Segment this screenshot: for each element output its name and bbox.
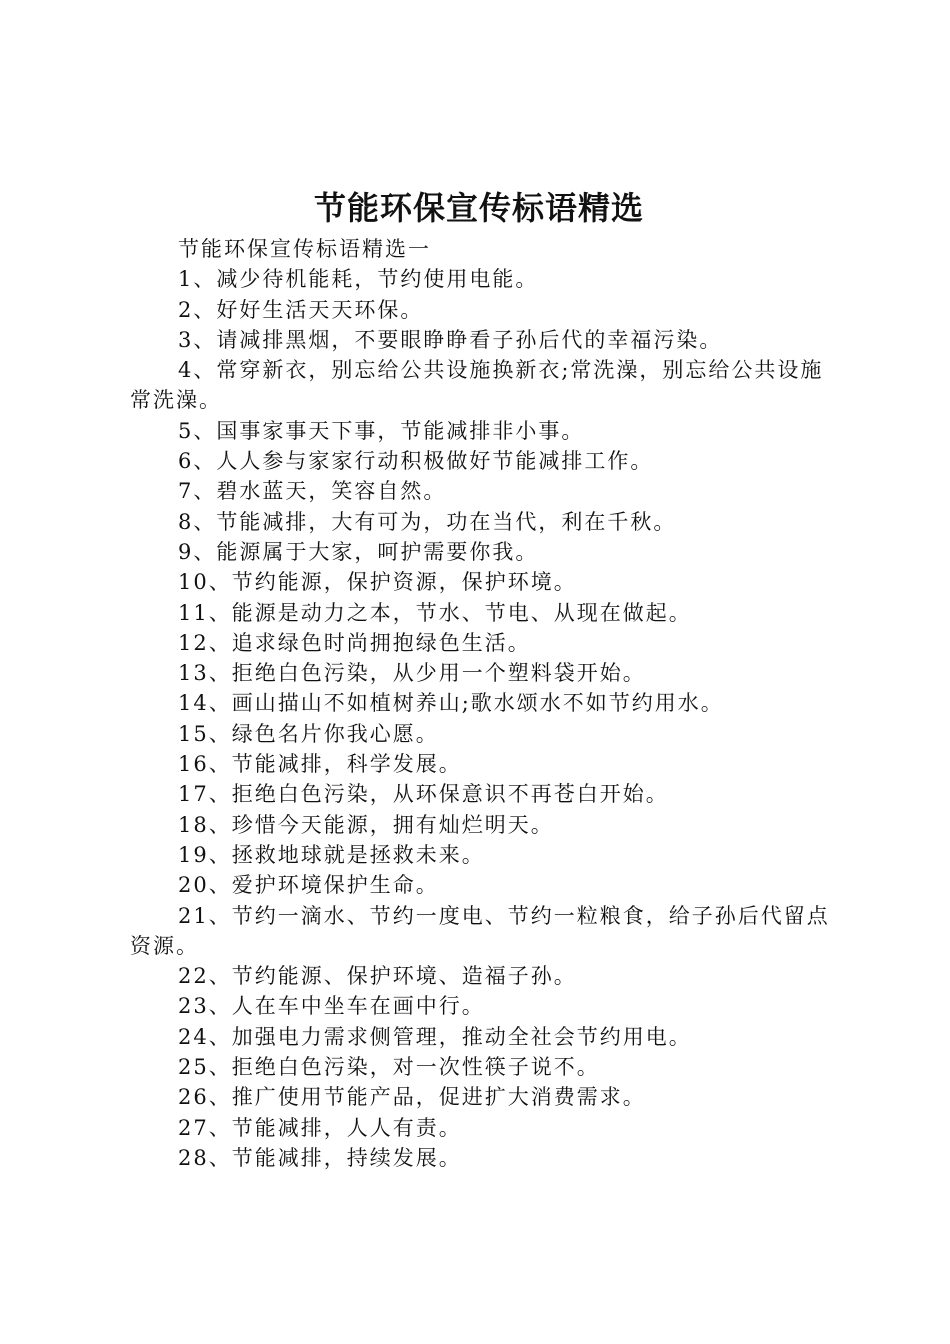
- slogan-item: 20、爱护环境保护生命。: [178, 873, 439, 898]
- slogan-item: 12、追求绿色时尚拥抱绿色生活。: [178, 630, 531, 655]
- slogan-item: 27、节能减排，人人有责。: [178, 1115, 462, 1140]
- slogan-item: 24、加强电力需求侧管理，推动全社会节约用电。: [178, 1024, 692, 1049]
- slogan-item: 22、节约能源、保护环境、造福子孙。: [178, 964, 577, 989]
- slogan-item: 23、人在车中坐车在画中行。: [178, 994, 485, 1019]
- document-title: 节能环保宣传标语精选: [313, 189, 644, 227]
- slogan-item: 16、节能减排，科学发展。: [178, 752, 462, 777]
- slogan-item: 2、好好生活天天环保。: [178, 297, 424, 322]
- slogan-item: 7、碧水蓝天，笑容自然。: [178, 479, 447, 504]
- slogan-item: 25、拒绝白色污染，对一次性筷子说不。: [178, 1055, 600, 1080]
- slogan-item: 17、拒绝白色污染，从环保意识不再苍白开始。: [178, 782, 669, 807]
- slogan-item: 1、减少待机能耗，节约使用电能。: [178, 267, 539, 292]
- slogan-item: 4、常穿新衣，别忘给公共设施换新衣;常洗澡，别忘给公共设施常洗澡。: [130, 358, 824, 413]
- slogan-item: 14、画山描山不如植树养山;歌水颂水不如节约用水。: [178, 691, 724, 716]
- document-body: [130, 234, 834, 1173]
- slogan-item: 15、绿色名片你我心愿。: [178, 721, 439, 746]
- slogan-item: 6、人人参与家家行动积极做好节能减排工作。: [178, 449, 654, 474]
- slogan-item: 3、请减排黑烟，不要眼睁睁看子孙后代的幸福污染。: [178, 327, 723, 352]
- slogan-item: 19、拯救地球就是拯救未来。: [178, 842, 485, 867]
- slogan-item: 28、节能减排，持续发展。: [178, 1145, 462, 1170]
- slogan-item: 8、节能减排，大有可为，功在当代，利在千秋。: [178, 509, 677, 534]
- slogan-item: 11、能源是动力之本，节水、节电、从现在做起。: [178, 600, 692, 625]
- slogan-item: 26、推广使用节能产品，促进扩大消费需求。: [178, 1085, 646, 1110]
- slogan-item: 10、节约能源，保护资源，保护环境。: [178, 570, 577, 595]
- slogan-item: 21、节约一滴水、节约一度电、节约一粒粮食，给子孙后代留点资源。: [130, 903, 830, 958]
- slogan-item: 5、国事家事天下事，节能减排非小事。: [178, 418, 585, 443]
- section-heading: 节能环保宣传标语精选一: [178, 237, 431, 261]
- slogan-item: 18、珍惜今天能源，拥有灿烂明天。: [178, 812, 554, 837]
- slogan-item: 13、拒绝白色污染，从少用一个塑料袋开始。: [178, 661, 646, 686]
- slogan-item: 9、能源属于大家，呵护需要你我。: [178, 539, 539, 564]
